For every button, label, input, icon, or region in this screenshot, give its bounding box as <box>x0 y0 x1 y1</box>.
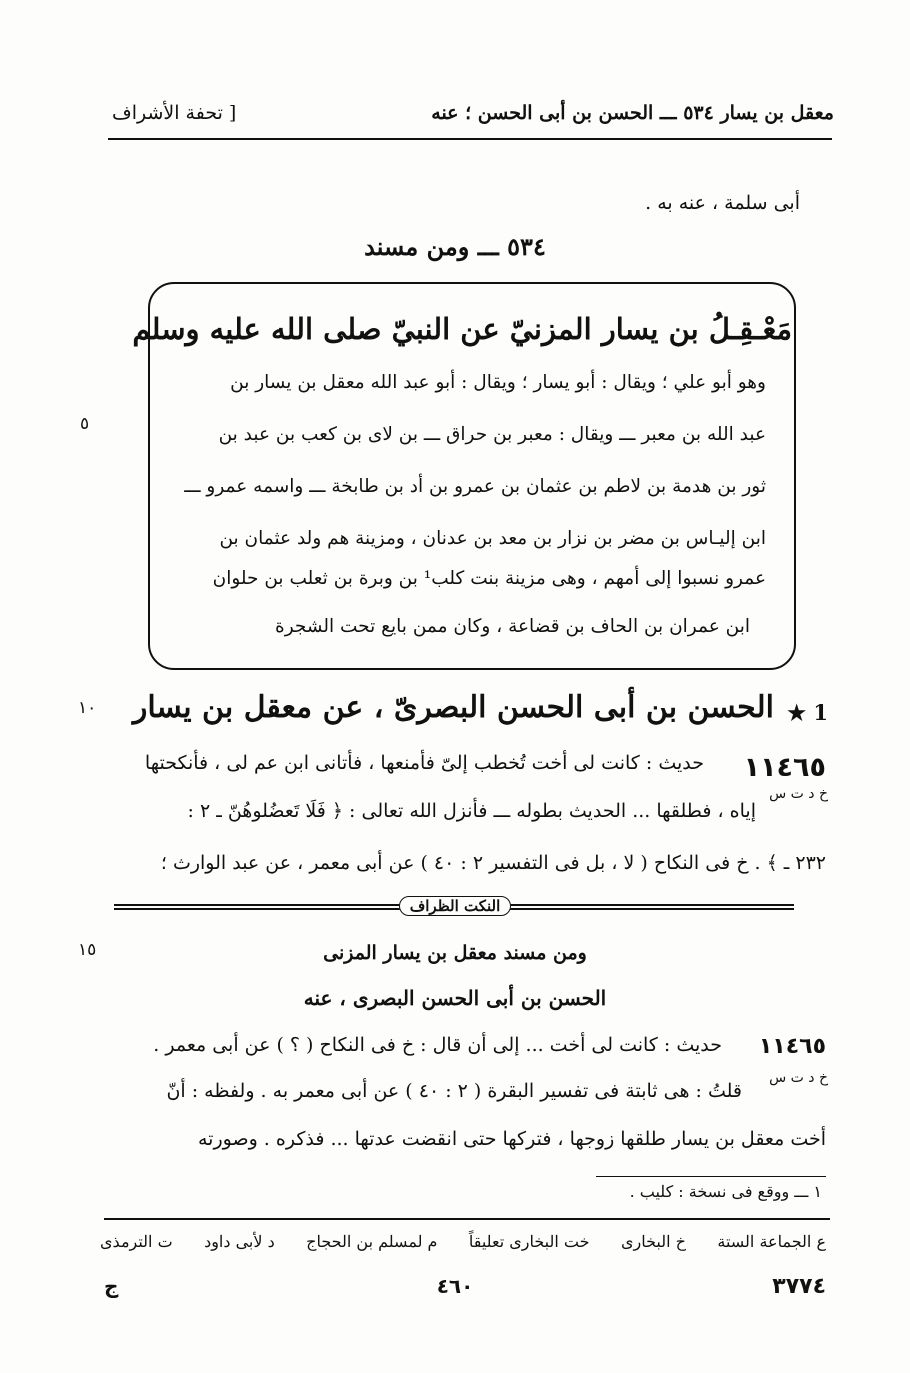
biography-line: ابن عمران بن الحاف بن قضاعة ، وكان ممن بايع تحت الشجرة <box>275 616 750 637</box>
hadith-text-line: إياه ، فطلقها ... الحديث بطوله ـــ فأنزل الله تعالى : ﴿ فَلَا تَعضُلوهُنّ ـ ٢ : <box>187 800 756 822</box>
entry-marker: 1 ★ <box>787 700 828 725</box>
nukat-text-line: أخت معقل بن يسار طلقها زوجها ، فتركها حتى انقضت عدتها ... فذكره . وصورته <box>197 1128 826 1150</box>
margin-line-number: ١٠ <box>78 698 97 718</box>
biography-line: ابن إليـاس بن مضر بن نزار بن معد بن عدنان ، ومزينة هم ولد عثمان بن <box>219 528 766 549</box>
hadith-chain-title: الحسن بن أبى الحسن البصرىّ ، عن معقل بن يسار <box>132 690 774 725</box>
intro-line: أبى سلمة ، عنه به . <box>645 192 800 214</box>
nukat-hadith-number: ١١٤٦٥ <box>758 1034 826 1059</box>
legend-item: خت البخارى تعليقاً <box>468 1232 590 1251</box>
hadith-text-line: ٢٣٢ ـ ﴾ . خ فى النكاح ( لا ، بل فى التفسير ٢ : ٤٠ ) عن أبى معمر ، عن عبد الوارث ؛ <box>160 852 826 874</box>
biography-line: وهو أبو علي ؛ ويقال : أبو يسار ؛ ويقال : أبو عبد الله معقل بن يسار بن <box>230 372 766 393</box>
nukat-heading: ومن مسند معقل بن يسار المزنى <box>323 942 587 964</box>
nukat-subheading: الحسن بن أبى الحسن البصرى ، عنه <box>303 986 607 1010</box>
page-number: ٤٦٠ <box>436 1274 474 1298</box>
hadith-text-line: حديث : كانت لى أخت تُخطب إلىّ فأمنعها ، فأتانى ابن عم لى ، فأنكحتها <box>144 752 704 774</box>
hadith-number: ١١٤٦٥ <box>743 752 826 783</box>
biography-line: عمرو نسبوا إلى أمهم ، وهى مزينة بنت كلب¹ بن وبرة بن ثعلب بن حلوان <box>212 568 766 589</box>
footnote: ١ ـــ ووقع فى نسخة : كليب . <box>629 1182 822 1201</box>
legend-item: م لمسلم بن الحجاج <box>306 1232 438 1251</box>
biography-title: مَعْـقِـلُ بن يسار المزنيّ عن النبيّ صلى الله عليه وسلم <box>132 312 792 346</box>
volume-marker: ج <box>104 1274 119 1298</box>
running-header-right: معقل بن يسار ٥٣٤ ـــ الحسن بن أبى الحسن ؛ عنه <box>431 102 834 124</box>
biography-line: عبد الله بن معبر ـــ ويقال : معبر بن حراق ـــ بن لاى بن كعب بن عبد بن <box>218 424 766 445</box>
nukat-text-line: قلتُ : هى ثابتة فى تفسير البقرة ( ٢ : ٤٠ ) عن أبى معمر به . ولفظه : أنّ <box>166 1080 742 1102</box>
biography-line: ثور بن هدمة بن لاطم بن عثمان بن عمرو بن أد بن طابخة ـــ واسمه عمرو ـــ <box>184 476 766 497</box>
running-header-left: [ تحفة الأشراف <box>112 102 237 124</box>
nukat-sigla: خ د ت س <box>769 1070 828 1086</box>
legend-item: ت الترمذى <box>100 1232 173 1251</box>
footnote-rule <box>596 1176 826 1177</box>
legend-item: ع الجماعة الستة <box>717 1232 826 1251</box>
legend-item: د لأبى داود <box>204 1232 275 1251</box>
hadith-sigla: خ د ت س <box>769 786 828 802</box>
nukat-text-line: حديث : كانت لى أخت ... إلى أن قال : خ فى النكاح ( ؟ ) عن أبى معمر . <box>153 1034 722 1056</box>
sigla-legend <box>100 1232 826 1251</box>
nukat-divider-label: النكت الظراف <box>399 896 512 916</box>
legend-item: خ البخارى <box>620 1232 686 1251</box>
header-rule <box>108 138 832 140</box>
volume-page-number: ٣٧٧٤ <box>772 1274 826 1299</box>
margin-line-number: ١٥ <box>78 940 97 960</box>
legend-rule <box>104 1218 830 1220</box>
margin-line-number: ٥ <box>80 414 90 434</box>
nukat-divider-label-wrap <box>0 896 910 915</box>
section-heading: ٥٣٤ ـــ ومن مسند <box>364 232 546 261</box>
